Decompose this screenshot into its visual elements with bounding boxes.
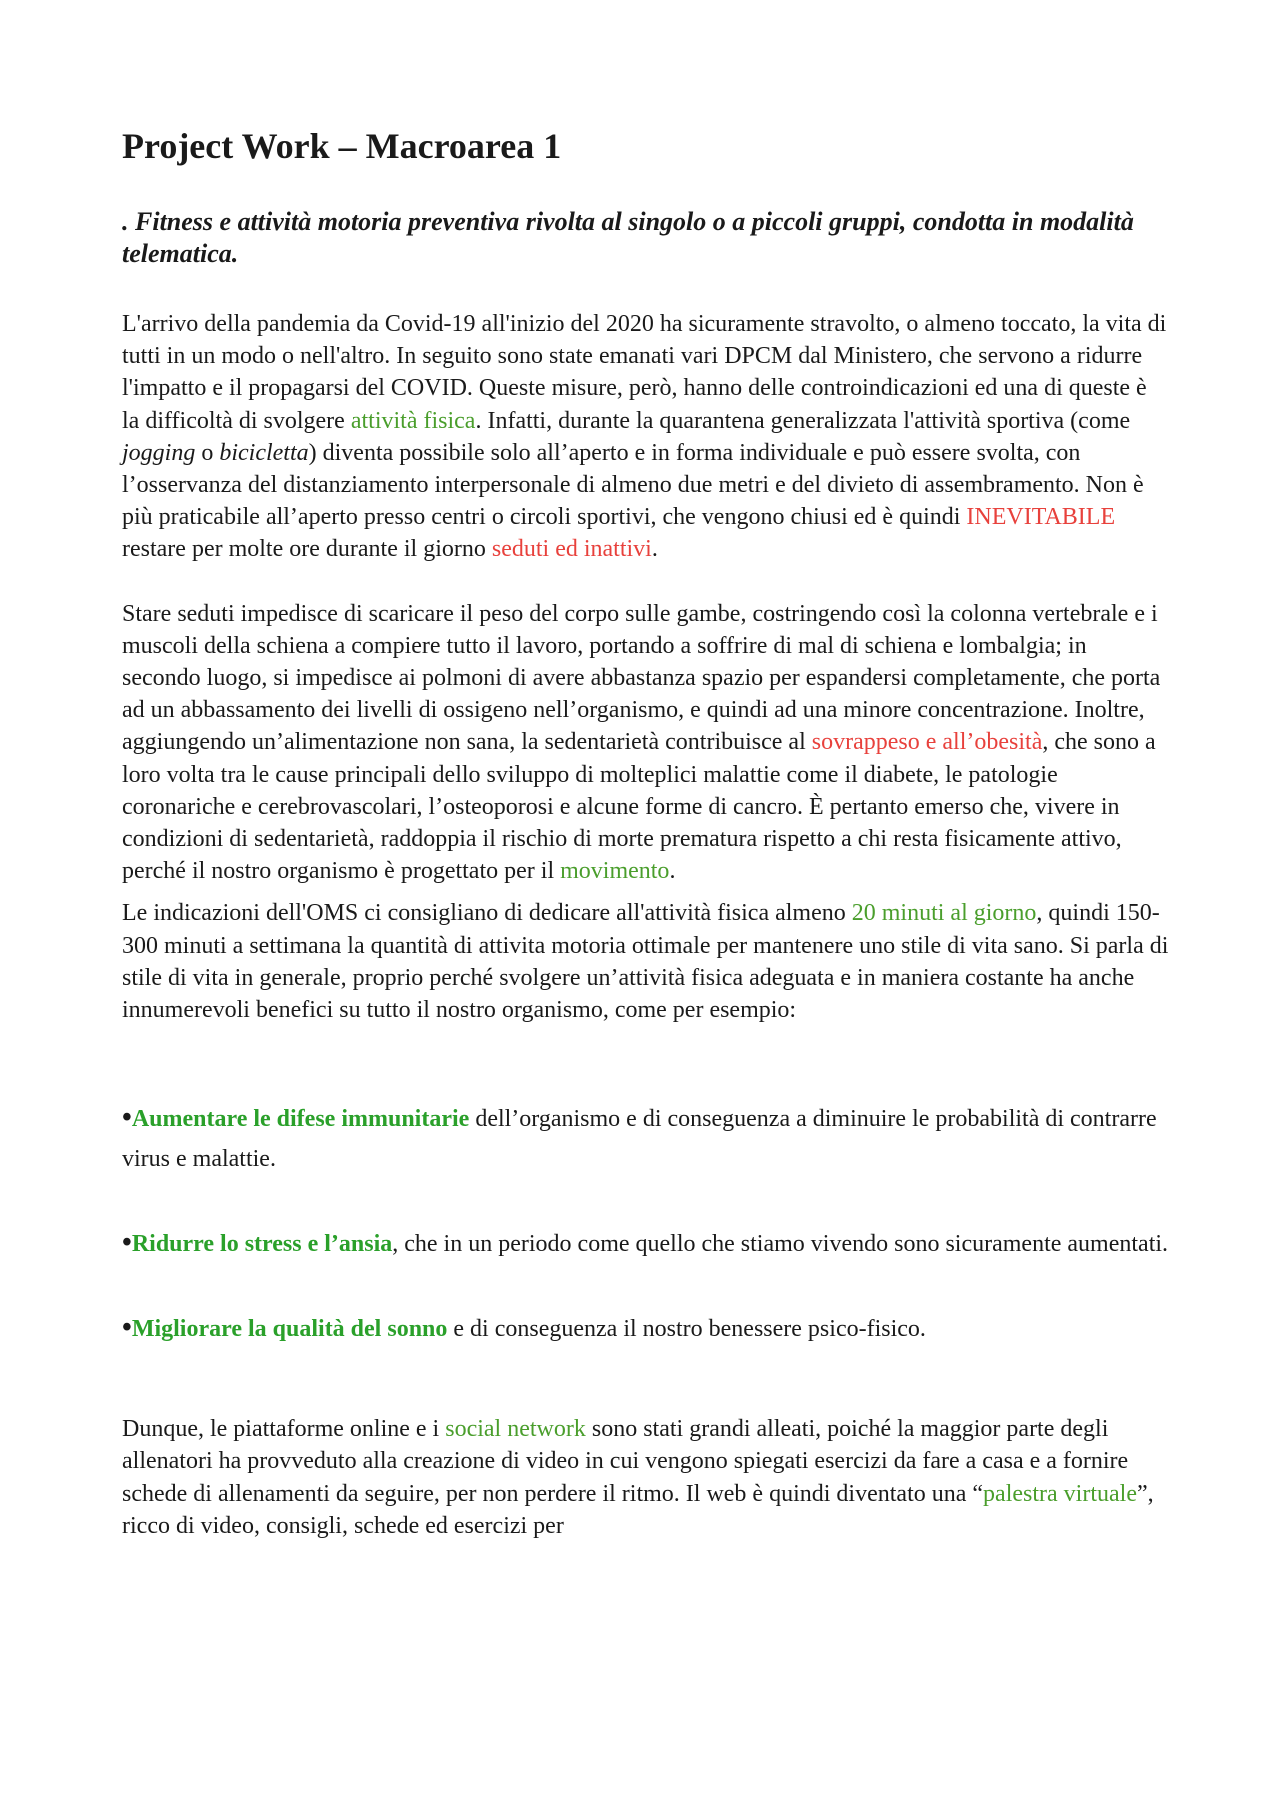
text-span: .: [651, 536, 658, 563]
highlight-movimento: movimento: [560, 858, 670, 885]
bullet-dot: •: [122, 1102, 132, 1134]
highlight-palestra-virtuale: palestra virtuale: [983, 1480, 1137, 1507]
bullet-bold: Ridurre lo stress e l’ansia: [131, 1231, 393, 1258]
text-span: . Infatti, durante la quarantena generalizzata l'attività sportiva (come: [475, 407, 1131, 434]
paragraph-sedentary: [122, 598, 1170, 888]
highlight-attivita-fisica: attività fisica: [350, 407, 476, 434]
bullet-bold: Migliorare la qualità del sonno: [131, 1316, 448, 1343]
bullet-text: , che in un periodo come quello che stiamo vivendo sono sicuramente aumentati.: [392, 1231, 1169, 1258]
bullet-dot: •: [122, 1227, 132, 1259]
text-span: o: [195, 439, 220, 466]
text-span: .: [669, 858, 676, 885]
paragraph-online: [122, 1413, 1170, 1542]
highlight-20-minuti: 20 minuti al giorno: [851, 900, 1037, 927]
text-span: ”, ricco di video, consigli, schede ed esercizi per: [122, 1480, 1154, 1539]
list-item: [122, 1308, 1170, 1349]
italic-bicicletta: bicicletta: [219, 439, 309, 466]
text-span: sono stati grandi alleati, poiché la maggior parte degli allenatori ha provveduto alla creazione di video in cui vengono spiegati esercizi da fare a casa e a fornire schede di allenamenti da seguire, per non perdere il ritmo. Il web è quindi diventato una “: [122, 1416, 1129, 1507]
bullet-text: dell’organismo e di conseguenza a diminuire le probabilità di contrarre virus e malattie.: [122, 1106, 1157, 1173]
text-span: ) diventa possibile solo all’aperto e in forma individuale e può essere svolta, con l’osservanza del distanziamento interpersonale di almeno due metri e del divieto di assembramento. Non è più praticabile all’aperto presso centri o circoli sportivi, che vengono chiusi ed è quindi: [122, 439, 1144, 531]
list-item: [122, 1223, 1170, 1264]
text-span: , quindi 150-300 minuti a settimana la quantità di attivita motoria ottimale per mantenere uno stile di vita sano. Si parla di stile di vita in generale, proprio perché svolgere un’attività fisica adeguata e in maniera costante ha anche innumerevoli benefici su tutto il nostro organismo, come per esempio:: [122, 900, 1169, 1024]
bullet-bold: Aumentare le difese immunitarie: [131, 1106, 470, 1133]
paragraph-pandemic: [122, 308, 1170, 566]
highlight-seduti-inattivi: seduti ed inattivi: [491, 536, 652, 563]
text-span: Le indicazioni dell'OMS ci consigliano di dedicare all'attività fisica almeno: [122, 900, 852, 927]
document-subtitle: . Fitness e attività motoria preventiva rivolta al singolo o a piccoli gruppi, condotta in modalità telematica.: [122, 207, 1134, 268]
list-item: [122, 1098, 1170, 1179]
text-span: Stare seduti impedisce di scaricare il peso del corpo sulle gambe, costringendo così la colonna vertebrale e i muscoli della schiena a compiere tutto il lavoro, portando a soffrire di mal di schiena e lombalgia; in secondo luogo, si impedisce ai polmoni di avere abbastanza spazio per espandersi completamente, che porta ad un abbassamento dei livelli di ossigeno nell’organismo, e quindi ad una minore concentrazione. Inoltre, aggiungendo un’alimentazione non sana, la sedentarietà contribuisce al: [122, 600, 1161, 756]
text-span: L'arrivo della pandemia da Covid-19 all'inizio del 2020 ha sicuramente stravolto, o almeno toccato, la vita di tutti in un modo o nell'altro. In seguito sono state emanati vari DPCM dal Ministero, che servono a ridurre l'impatto e il propagarsi del COVID. Queste misure, però, hanno delle controindicazioni ed una di queste è la difficoltà di svolgere: [122, 311, 1167, 434]
highlight-social-network: social network: [445, 1416, 586, 1443]
text-span: restare per molte ore durante il giorno: [122, 536, 492, 563]
text-span: , che sono a loro volta tra le cause principali dello sviluppo di molteplici malattie come il diabete, le patologie coronariche e cerebrovascolari, l’osteoporosi e alcune forme di cancro. È pertanto emerso che, vivere in condizioni di sedentarietà, raddoppia il rischio di morte prematura rispetto a chi resta fisicamente attivo, perché il nostro organismo è progettato per il: [122, 729, 1156, 885]
italic-jogging: jogging: [122, 439, 196, 466]
highlight-inevitabile: INEVITABILE: [966, 504, 1116, 531]
highlight-sovrappeso: sovrappeso e all’obesità: [811, 729, 1043, 756]
text-span: Dunque, le piattaforme online e i: [122, 1416, 446, 1443]
page-title: Project Work – Macroarea 1: [122, 126, 562, 166]
bullet-dot: •: [122, 1312, 132, 1344]
paragraph-oms: [122, 897, 1170, 1026]
bullet-text: e di conseguenza il nostro benessere psico-fisico.: [447, 1316, 926, 1343]
